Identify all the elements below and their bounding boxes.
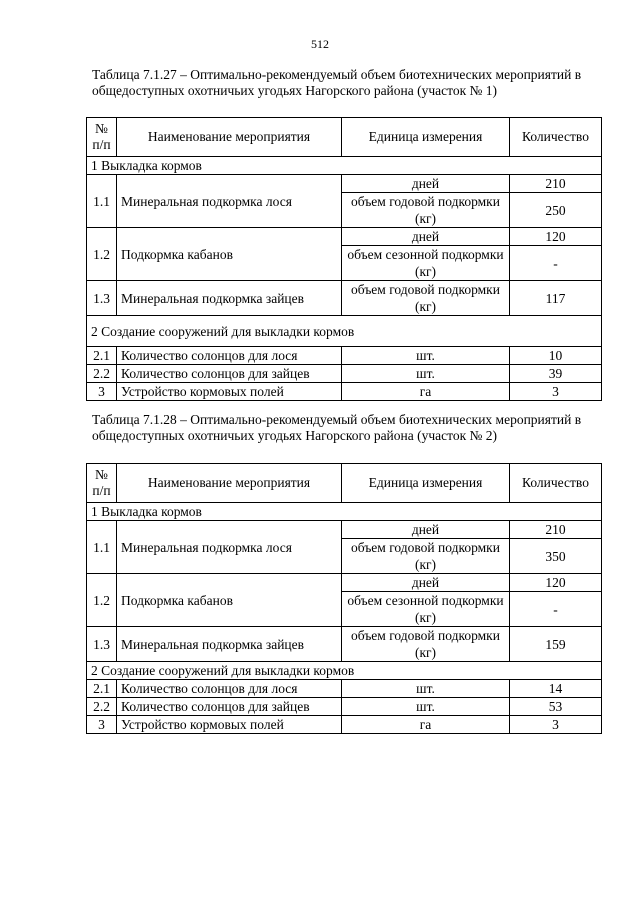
section-title: 1 Выкладка кормов	[87, 503, 602, 521]
row-num: 3	[87, 383, 117, 401]
row-name: Минеральная подкормка лося	[117, 175, 342, 228]
row-num: 3	[87, 716, 117, 734]
row-num: 1.2	[87, 574, 117, 627]
table-caption-2: Таблица 7.1.28 – Оптимально-рекомендуемый объем биотехнических мероприятий в общедоступных охотничьих угодьях Нагорского района (участок № 2)	[92, 412, 582, 443]
row-name: Минеральная подкормка лося	[117, 521, 342, 574]
row-name: Количество солонцов для лося	[117, 680, 342, 698]
row-unit: шт.	[342, 680, 510, 698]
table-row	[87, 281, 602, 316]
row-unit: дней	[342, 175, 510, 193]
row-qty: 159	[510, 627, 602, 662]
table-header-row	[87, 118, 602, 157]
row-qty: 120	[510, 228, 602, 246]
row-qty: 3	[510, 716, 602, 734]
row-num: 1.2	[87, 228, 117, 281]
table-row	[87, 698, 602, 716]
section-title: 1 Выкладка кормов	[87, 157, 602, 175]
row-unit: объем годовой подкормки (кг)	[342, 193, 510, 228]
header-unit: Единица измерения	[342, 118, 510, 157]
table-row	[87, 574, 602, 592]
row-num: 2.1	[87, 680, 117, 698]
table-row	[87, 716, 602, 734]
row-qty: -	[510, 592, 602, 627]
row-unit: га	[342, 716, 510, 734]
table-row	[87, 383, 602, 401]
row-unit: объем сезонной подкормки (кг)	[342, 246, 510, 281]
row-num: 1.1	[87, 175, 117, 228]
section-row	[87, 662, 602, 680]
table-row	[87, 627, 602, 662]
row-qty: 10	[510, 347, 602, 365]
header-qty: Количество	[510, 464, 602, 503]
row-num: 2.2	[87, 365, 117, 383]
table-row	[87, 228, 602, 246]
row-qty: 350	[510, 539, 602, 574]
table-row	[87, 347, 602, 365]
row-name: Устройство кормовых полей	[117, 383, 342, 401]
table-row	[87, 680, 602, 698]
row-qty: 117	[510, 281, 602, 316]
table-caption-1: Таблица 7.1.27 – Оптимально-рекомендуемый объем биотехнических мероприятий в общедоступных охотничьих угодьях Нагорского района (участок № 1)	[92, 67, 582, 98]
header-num: № п/п	[87, 118, 117, 157]
row-num: 1.3	[87, 281, 117, 316]
row-unit: объем годовой подкормки (кг)	[342, 627, 510, 662]
row-name: Подкормка кабанов	[117, 228, 342, 281]
header-unit: Единица измерения	[342, 464, 510, 503]
row-unit: шт.	[342, 365, 510, 383]
header-num: № п/п	[87, 464, 117, 503]
table-1	[86, 117, 602, 401]
row-unit: объем годовой подкормки (кг)	[342, 281, 510, 316]
table-row	[87, 521, 602, 539]
section-title: 2 Создание сооружений для выкладки кормов	[87, 662, 602, 680]
section-row	[87, 157, 602, 175]
section-title: 2 Создание сооружений для выкладки кормов	[87, 316, 602, 347]
row-name: Минеральная подкормка зайцев	[117, 627, 342, 662]
row-unit: дней	[342, 521, 510, 539]
table-header-row	[87, 464, 602, 503]
row-unit: га	[342, 383, 510, 401]
row-num: 1.1	[87, 521, 117, 574]
row-name: Устройство кормовых полей	[117, 716, 342, 734]
header-name: Наименование мероприятия	[117, 118, 342, 157]
table-2	[86, 463, 602, 734]
row-num: 2.1	[87, 347, 117, 365]
row-num: 2.2	[87, 698, 117, 716]
table-row	[87, 175, 602, 193]
row-qty: 250	[510, 193, 602, 228]
row-qty: 3	[510, 383, 602, 401]
header-qty: Количество	[510, 118, 602, 157]
row-unit: дней	[342, 228, 510, 246]
row-num: 1.3	[87, 627, 117, 662]
row-unit: объем годовой подкормки (кг)	[342, 539, 510, 574]
row-name: Минеральная подкормка зайцев	[117, 281, 342, 316]
row-qty: 39	[510, 365, 602, 383]
section-row	[87, 316, 602, 347]
row-name: Подкормка кабанов	[117, 574, 342, 627]
row-name: Количество солонцов для лося	[117, 347, 342, 365]
section-row	[87, 503, 602, 521]
row-qty: 210	[510, 521, 602, 539]
row-unit: объем сезонной подкормки (кг)	[342, 592, 510, 627]
table-row	[87, 365, 602, 383]
row-name: Количество солонцов для зайцев	[117, 698, 342, 716]
header-name: Наименование мероприятия	[117, 464, 342, 503]
row-qty: 210	[510, 175, 602, 193]
row-name: Количество солонцов для зайцев	[117, 365, 342, 383]
row-unit: дней	[342, 574, 510, 592]
row-qty: 53	[510, 698, 602, 716]
row-qty: -	[510, 246, 602, 281]
row-unit: шт.	[342, 347, 510, 365]
row-qty: 14	[510, 680, 602, 698]
row-qty: 120	[510, 574, 602, 592]
page-number: 512	[311, 37, 329, 51]
row-unit: шт.	[342, 698, 510, 716]
